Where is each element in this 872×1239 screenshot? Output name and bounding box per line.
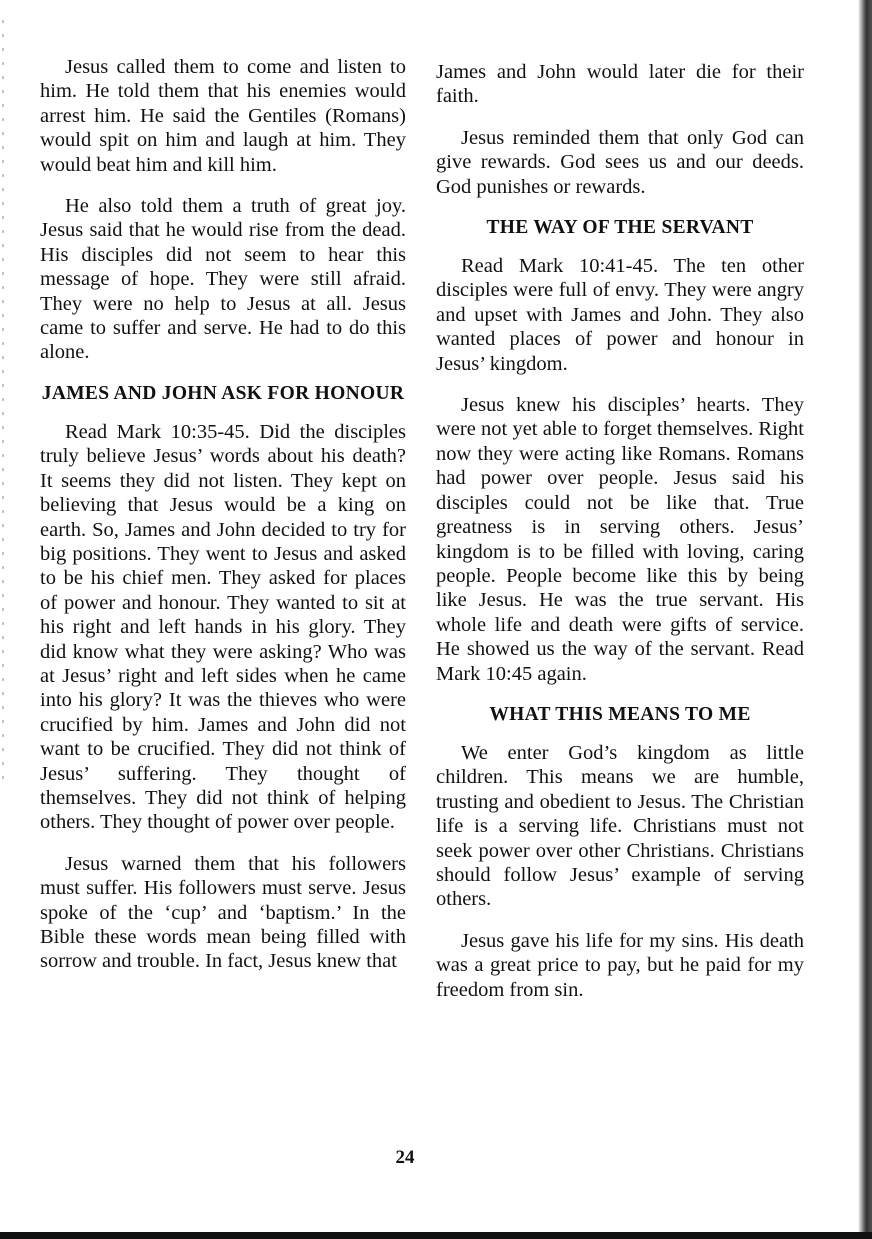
section-heading-james-and-john: JAMES AND JOHN ASK FOR HONOUR bbox=[41, 382, 405, 404]
page-number: 24 bbox=[395, 1147, 415, 1168]
left-paragraph-4: Jesus warned them that his followers must suffer. His followers must serve. Jesus spoke of the ‘cup’ and ‘baptism.’ In the Bible these words mean being filled with sorrow and trouble. In fact, Jesus knew that bbox=[40, 852, 406, 973]
right-paragraph-4: Jesus knew his disciples’ hearts. They were not yet able to forget themselves. Right now they were acting like Romans. Romans had power over people. Jesus said his disciples could not be like that. True greatness is in serving others. Jesus’ kingdom is to be filled with loving, caring people. People become like this by being like Jesus. He was the true servant. His whole life and death were gifts of service. He showed us the way of the servant. Read Mark 10:45 again. bbox=[436, 394, 804, 685]
scan-edge-bottom bbox=[0, 1232, 872, 1239]
left-paragraph-3: Read Mark 10:35-45. Did the disciples truly believe Jesus’ words about his death? It seems they did not listen. They kept on believing that Jesus would be a king on earth. So, James and John decided to try for big positions. They went to Jesus and asked to be his chief men. They asked for places of power and honour. They wanted to sit at his right and left hands in his glory. They did know what they were asking? Who was at Jesus’ right and left sides when he came into his glory? It was the thieves who were crucified by him. James and John did not want to be crucified. They did not think of Jesus’ suffering. They thought of themselves. They did not think of helping others. They thought of power over people. bbox=[40, 420, 406, 834]
right-paragraph-5: We enter God’s kingdom as little children. This means we are humble, trusting and obedient to Jesus. The Christian life is a serving life. Christians must not seek power over other Christians. Christians should follow Jesus’ example of serving others. bbox=[436, 741, 804, 911]
scan-edge-left bbox=[2, 20, 4, 780]
right-paragraph-2: Jesus reminded them that only God can give rewards. God sees us and our deeds. God punishes or rewards. bbox=[436, 126, 804, 198]
section-heading-way-of-servant: THE WAY OF THE SERVANT bbox=[486, 217, 754, 239]
right-paragraph-6: Jesus gave his life for my sins. His death was a great price to pay, but he paid for my freedom from sin. bbox=[436, 929, 804, 1001]
section-heading-what-this-means: WHAT THIS MEANS TO ME bbox=[489, 703, 751, 725]
right-column bbox=[436, 60, 804, 1019]
right-paragraph-3: Read Mark 10:41-45. The ten other disciples were full of envy. They were angry and upset with James and John. They also wanted places of power and honour in Jesus’ kingdom. bbox=[436, 255, 804, 375]
left-paragraph-2: He also told them a truth of great joy. Jesus said that he would rise from the dead. His disciples did not seem to hear this message of hope. They were still afraid. They were no help to Jesus at all. Jesus came to suffer and serve. He had to do this alone. bbox=[40, 195, 406, 364]
left-paragraph-1: Jesus called them to come and listen to him. He told them that his enemies would arrest him. He said the Gentiles (Romans) would spit on him and laugh at him. They would beat him and kill him. bbox=[40, 56, 406, 176]
scan-edge-right bbox=[858, 0, 872, 1239]
right-paragraph-1: James and John would later die for their faith. bbox=[436, 61, 804, 108]
left-column bbox=[40, 55, 406, 991]
